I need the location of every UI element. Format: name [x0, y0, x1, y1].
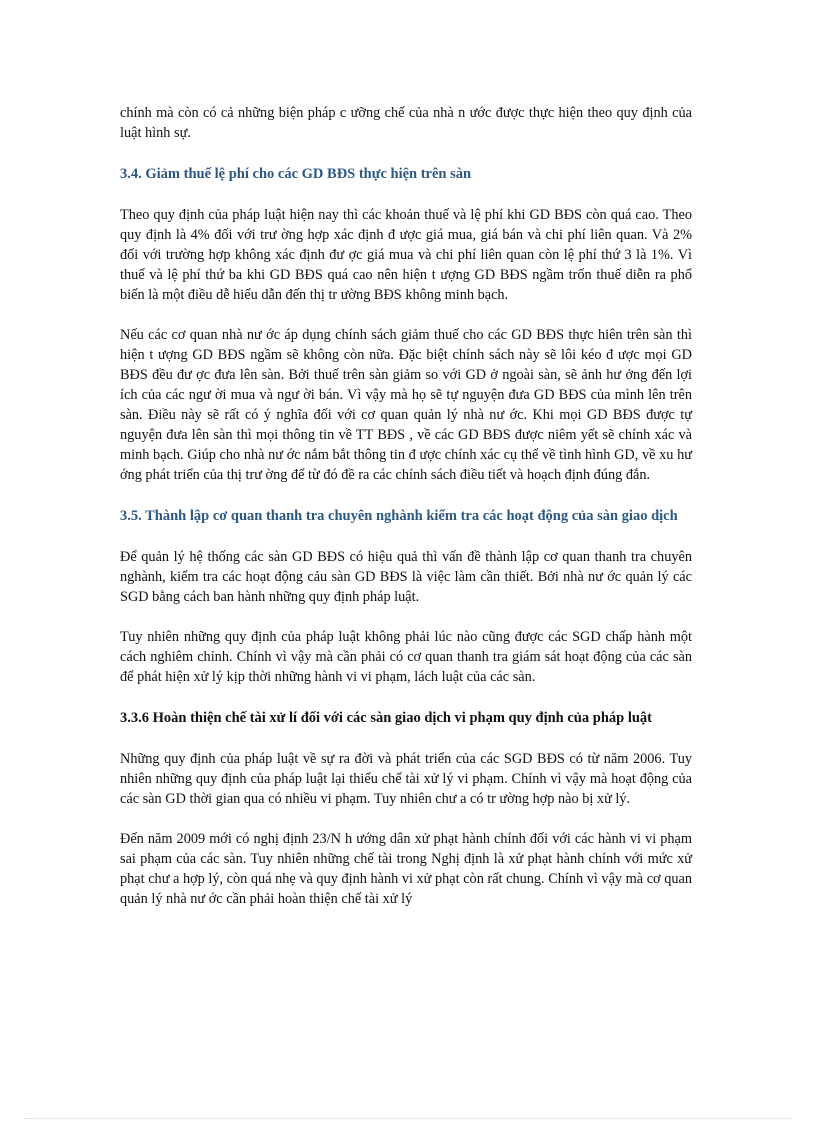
heading-3-5: 3.5. Thành lập cơ quan thanh tra chuyên nghành kiểm tra các hoạt động của sàn giao dịch — [120, 508, 678, 524]
paragraph-decree: Đến năm 2009 mới có nghị định 23/N h ướng dân xử phạt hành chính đối với các hành vi vi phạm sai phạm của các sàn. Tuy nhiên những chế tài trong Nghị định là xử phạt hành chính với mức xử phạt chư a hợp lý, còn quá nhẹ và quy định hành vi xử phạt còn rất chung. Chính vì vậy mà cơ quan quản lý nhà nư ớc cần phải hoàn thiện chế tài xử lý — [120, 831, 692, 907]
paragraph-compliance: Tuy nhiên những quy định của pháp luật không phải lúc nào cũng được các SGD chấp hành một cách nghiêm chỉnh. Chính vì vậy mà cần phải có cơ quan thanh tra giám sát hoạt động của các sàn để phát hiện xử lý kịp thời những hành vi vi phạm, lách luật của các sàn. — [120, 629, 692, 685]
paragraph-regulations: Những quy định của pháp luật về sự ra đời và phát triển của các SGD BĐS có từ năm 2006. Tuy nhiên những quy định của pháp luật lại thiếu chế tài xử lý vi phạm. Chính vì vậy mà hoạt động của các sàn GD thời gian qua có nhiều vi phạm. Tuy nhiên chư a có tr ường hợp nào bị xử lý. — [120, 751, 692, 807]
paragraph-intro: chính mà còn có cả những biện pháp c ưỡng chế của nhà n ước được thực hiện theo quy định của luật hình sự. — [120, 105, 692, 141]
paragraph-inspection: Để quản lý hệ thống các sàn GD BĐS có hiệu quả thì vấn đề thành lập cơ quan thanh tra chuyên nghành, kiểm tra các hoạt động cảu sàn GD BĐS là việc làm cần thiết. Bởi nhà nư ớc quản lý các SGD bằng cách ban hành những quy định pháp luật. — [120, 549, 692, 605]
paragraph-tax-policy: Nếu các cơ quan nhà nư ớc áp dụng chính sách giảm thuế cho các GD BĐS thực hiên trên sàn thì hiện t ượng GD BĐS ngầm sẽ không còn nữa. Đặc biệt chính sách này sẽ lôi kéo đ ược mọi GD BĐS đều đư ợc đưa lên sàn. Bởi thuế trên sàn giảm so với GD ở ngoài sàn, sẽ ảnh hư ởng đến lợi ích của các ngư ời mua và ngư ời bán. Vì vậy mà họ sẽ tự nguyện đưa GD BĐS của mình lên trên sàn. Điều này sẽ rất có ý nghĩa đối với cơ quan quản lý nhà nư ớc. Khi mọi GD BĐS được tự nguyện đưa lên sàn thì mọi thông tin về TT BĐS , về các GD BĐS được niêm yết sẽ chính xác và minh bạch. Giúp cho nhà nư ớc nắm bắt thông tin đ ược chính xác cụ thể về tình hình GD, về xu hư ớng phát triển của thị trư ờng để từ đó đề ra các chính sách điều tiết và hoạch định đúng đắn. — [120, 327, 692, 483]
heading-3-3-6: 3.3.6 Hoàn thiện chế tài xử lí đối với các sàn giao dịch vi phạm quy định của pháp luật — [120, 710, 652, 726]
page-bottom-border — [24, 1118, 792, 1119]
paragraph-tax-fees: Theo quy định của pháp luật hiện nay thì các khoản thuế và lệ phí khi GD BĐS còn quá cao. Theo quy định là 4% đối với trư ờng hợp xác định đ ược giá mua, giá bán và chi phí liên quan. Và 2% đối với trường hợp không xác định đư ợc giá mua và chi phí liên quan còn lệ phí thứ 3 là 1%. Vì thuế và lệ phí thứ ba khi GD BĐS quá cao nên hiện t ượng GD BĐS ngầm trốn thuế diễn ra phổ biến là một điều dễ hiểu dẫn đến thị tr ường BĐS không minh bạch. — [120, 207, 692, 303]
document-page — [120, 103, 692, 909]
heading-3-4: 3.4. Giảm thuế lệ phí cho các GD BĐS thực hiện trên sàn — [120, 166, 472, 182]
